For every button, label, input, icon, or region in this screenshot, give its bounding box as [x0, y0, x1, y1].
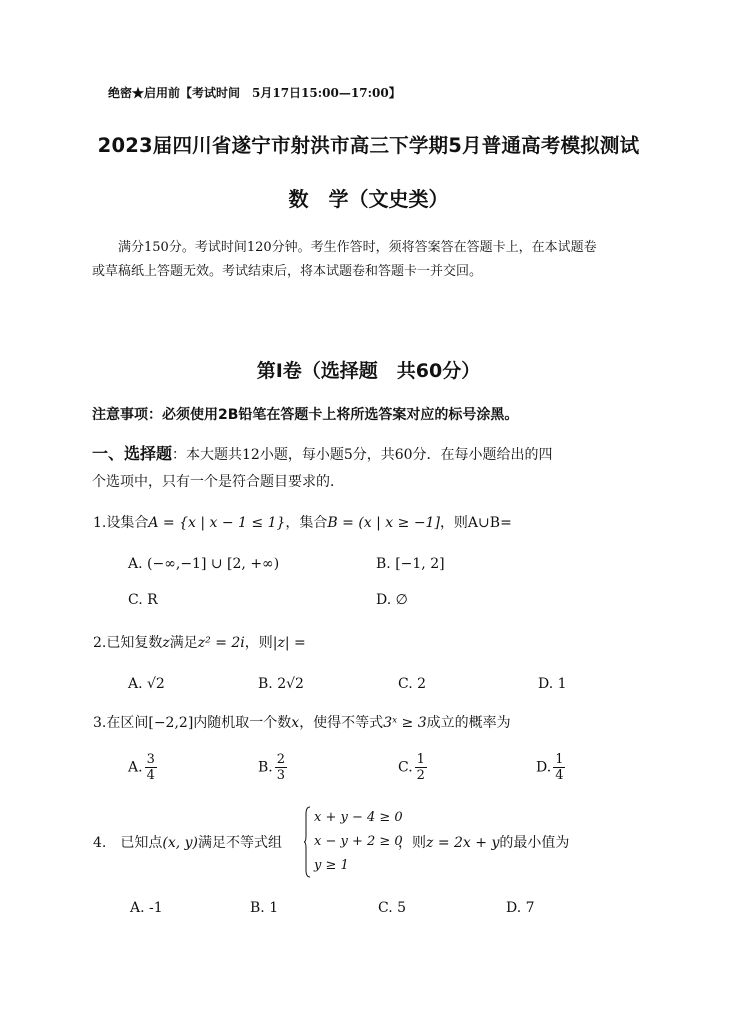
- fraction-denominator: 4: [146, 768, 155, 783]
- q2-abs: |z| =: [272, 635, 306, 651]
- q4-point: (x, y): [162, 835, 198, 851]
- question-2: [93, 632, 306, 652]
- q2-var: z: [162, 635, 170, 651]
- fraction-denominator: 2: [416, 768, 425, 783]
- q3-option-a-fraction: [145, 752, 157, 783]
- q4-suffix-a: ，则: [398, 835, 426, 851]
- q3-option-c: [398, 752, 427, 783]
- q1-option-a: A. (−∞,−1] ∪ [2, +∞): [128, 556, 280, 572]
- system-brace: [304, 806, 311, 878]
- q3-suffix: 成立的概率为: [426, 715, 511, 731]
- q3-inequality: 3ˣ ≥ 3: [383, 715, 427, 731]
- q4-expression: z = 2x + y: [426, 835, 500, 851]
- fraction-numerator: 1: [555, 752, 564, 767]
- q4-system-line-3: y ≥ 1: [314, 858, 349, 873]
- q1-option-b: B. [−1, 2]: [376, 556, 445, 572]
- question-4-right: [398, 832, 569, 852]
- q3-mid: ，使得不等式: [299, 715, 384, 731]
- q1-option-d: D. ∅: [376, 592, 408, 608]
- q4-system-line-2: x − y + 2 ≥ 0: [314, 834, 403, 849]
- q1-mid: ，集合: [285, 515, 328, 531]
- q4-suffix-b: 的最小值为: [499, 835, 570, 851]
- q4-mid: 满足不等式组: [198, 835, 282, 851]
- part-heading: 第Ⅰ卷（选择题 共60分）: [256, 360, 481, 382]
- q3-option-a-label: A.: [128, 759, 143, 776]
- q2-option-b: B. 2√2: [258, 676, 304, 692]
- q2-option-c: C. 2: [398, 676, 427, 692]
- question-3: [93, 712, 511, 732]
- q3-option-b: [258, 752, 287, 783]
- q3-option-a: [128, 752, 157, 783]
- q3-var: x: [291, 715, 300, 731]
- exam-title: 2023届四川省遂宁市射洪市高三下学期5月普通高考模拟测试: [97, 134, 640, 157]
- q4-system-line-1: x + y − 4 ≥ 0: [314, 810, 403, 825]
- intro-line-2: 或草稿纸上答题无效。考试结束后，将本试题卷和答题卡一并交回。: [92, 264, 483, 279]
- q2-suffix: ，则: [244, 635, 273, 651]
- q1-set-a: A = {x | x − 1 ≤ 1}: [148, 515, 286, 531]
- q3-option-d-fraction: [553, 752, 565, 783]
- q2-option-a: A. √2: [128, 676, 165, 692]
- q2-prefix: 2.已知复数: [93, 635, 163, 651]
- q2-equation: z² = 2i: [197, 635, 245, 651]
- notice-line: 注意事项：必须使用2B铅笔在答题卡上将所选答案对应的标号涂黑。: [92, 407, 519, 423]
- q3-option-d: [536, 752, 565, 783]
- q3-option-b-fraction: [275, 752, 287, 783]
- q4-prefix: 4. 已知点: [93, 835, 163, 851]
- confidential-time-line: 绝密★启用前【考试时间 5月17日15:00—17:00】: [108, 86, 401, 100]
- question-4-left: [93, 832, 282, 852]
- q1-set-b: B = (x | x ≥ −1]: [327, 515, 440, 531]
- q4-option-a: A. -1: [130, 900, 163, 916]
- fraction-numerator: 1: [416, 752, 425, 767]
- q1-prefix: 1.设集合: [93, 515, 149, 531]
- q3-option-c-label: C.: [398, 759, 413, 776]
- intro-line-1: 满分150分。考试时间120分钟。考生作答时，须将答案答在答题卡上，在本试题卷: [118, 240, 597, 255]
- question-1: [93, 512, 512, 532]
- q1-suffix: ，则A∪B=: [439, 515, 512, 531]
- q4-option-d: D. 7: [506, 900, 535, 916]
- q4-option-c: C. 5: [378, 900, 407, 916]
- q3-option-c-fraction: [415, 752, 427, 783]
- q2-option-d: D. 1: [538, 676, 567, 692]
- fraction-numerator: 2: [276, 752, 286, 767]
- section-instruction-line-1: [92, 440, 652, 469]
- q4-option-b: B. 1: [250, 900, 279, 916]
- section-instruction-line-2: 个选项中，只有一个是符合题目要求的．: [92, 474, 344, 490]
- q2-mid: 满足: [169, 635, 198, 651]
- section-text-1: ：本大题共12小题，每小题5分，共60分．在每小题给出的四: [172, 447, 553, 463]
- section-label: 一、选择题: [92, 444, 173, 463]
- q3-option-b-label: B.: [258, 759, 273, 776]
- q3-option-d-label: D.: [536, 759, 552, 776]
- q1-option-c: C. R: [128, 592, 158, 608]
- q3-prefix: 3.在区间[−2,2]内随机取一个数: [93, 715, 292, 731]
- fraction-denominator: 4: [555, 768, 564, 783]
- exam-subtitle: 数 学（文史类）: [288, 187, 449, 211]
- fraction-numerator: 3: [146, 752, 155, 767]
- fraction-denominator: 3: [276, 768, 286, 783]
